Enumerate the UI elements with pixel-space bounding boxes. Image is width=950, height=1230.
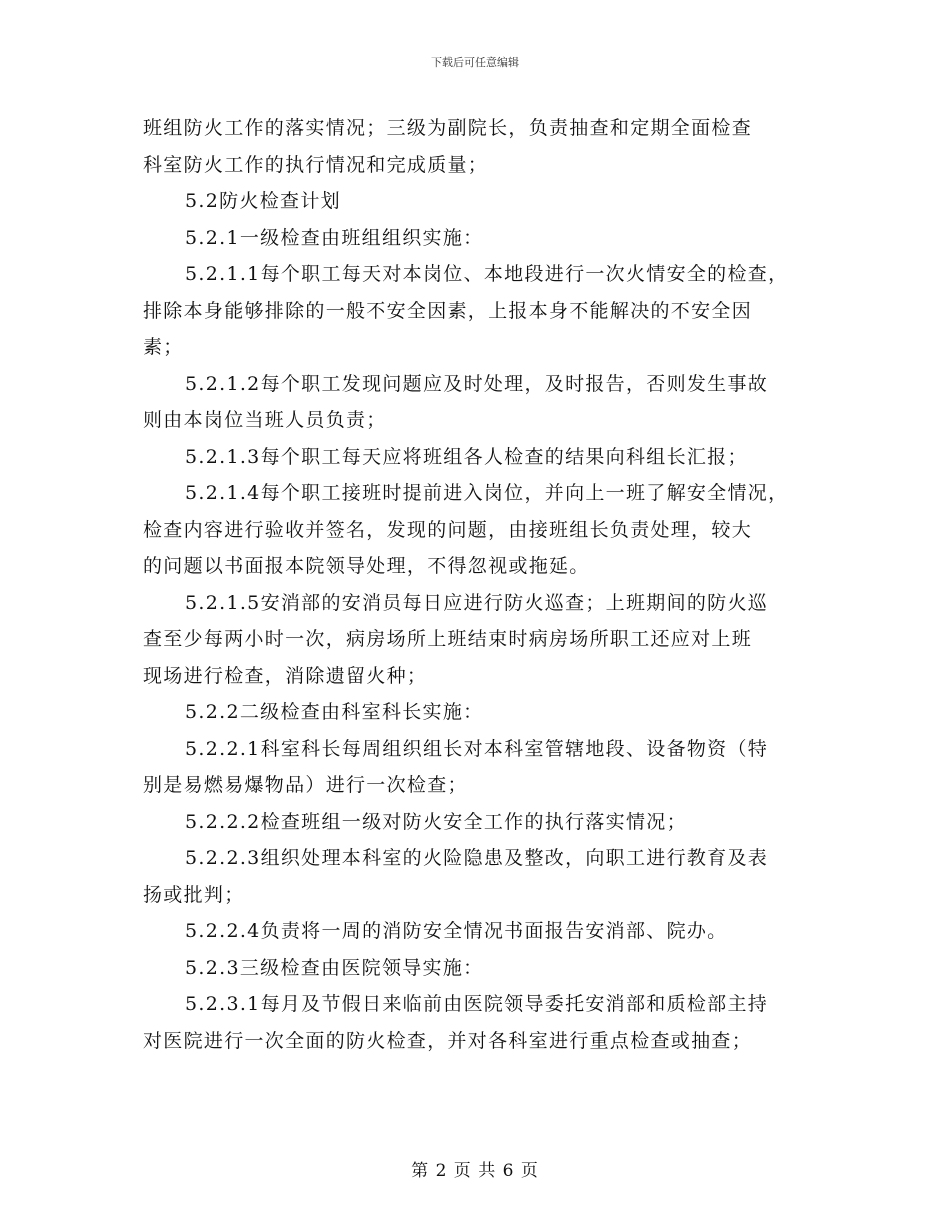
body-text-line: 科室防火工作的执行情况和完成质量；: [143, 153, 489, 176]
body-text-line: 5.2.2.1科室科长每周组织组长对本科室管辖地段、设备物资（特: [185, 737, 769, 760]
body-text-line: 扬或批判；: [143, 883, 245, 906]
body-text-line: 现场进行检查，消除遗留火种；: [143, 664, 428, 687]
page-footer: 第 2 页 共 6 页: [411, 1161, 539, 1181]
body-text-line: 班组防火工作的落实情况；三级为副院长，负责抽查和定期全面检查: [143, 117, 753, 139]
body-text-line: 排除本身能够排除的一般不安全因素，上报本身不能解决的不安全因: [143, 299, 753, 322]
body-text-line: 5.2.2.3组织处理本科室的火险隐患及整改，向职工进行教育及表: [185, 847, 769, 869]
body-text-line: 5.2防火检查计划: [185, 190, 341, 212]
body-text-line: 的问题以书面报本院领导处理，不得忽视或拖延。: [143, 555, 590, 577]
body-text-line: 5.2.3三级检查由医院领导实施：: [185, 956, 484, 979]
document-body: [143, 110, 843, 1059]
body-text-line: 5.2.3.1每月及节假日来临前由医院领导委托安消部和质检部主持: [185, 993, 769, 1015]
body-text-line: 查至少每两小时一次，病房场所上班结束时病房场所职工还应对上班: [143, 628, 753, 650]
body-text-line: 对医院进行一次全面的防火检查，并对各科室进行重点检查或抽查；: [143, 1029, 753, 1052]
body-text-line: 5.2.1.1每个职工每天对本岗位、本地段进行一次火情安全的检查，: [185, 263, 789, 285]
body-text-line: 5.2.2二级检查由科室科长实施：: [185, 701, 484, 723]
body-text-line: 5.2.1.4每个职工接班时提前进入岗位，并向上一班了解安全情况，: [185, 482, 789, 504]
page-header: 下载后可任意编辑: [431, 56, 519, 69]
body-text-line: 5.2.1.2每个职工发现问题应及时处理，及时报告，否则发生事故: [185, 372, 769, 395]
body-text-line: 5.2.2.2检查班组一级对防火安全工作的执行落实情况；: [185, 810, 687, 833]
body-text-line: 别是易燃易爆物品）进行一次检查；: [143, 774, 468, 796]
body-text-line: 检查内容进行验收并签名，发现的问题，由接班组长负责处理，较大: [143, 518, 753, 541]
body-text-line: 则由本岗位当班人员负责；: [143, 409, 387, 431]
body-text-line: 素；: [143, 336, 184, 358]
body-text-line: 5.2.1一级检查由班组组织实施：: [185, 226, 484, 249]
body-text-line: 5.2.1.5安消部的安消员每日应进行防火巡查；上班期间的防火巡: [185, 591, 769, 614]
body-text-line: 5.2.1.3每个职工每天应将班组各人检查的结果向科组长汇报；: [185, 445, 748, 468]
body-text-line: 5.2.2.4负责将一周的消防安全情况书面报告安消部、院办。: [185, 920, 728, 942]
